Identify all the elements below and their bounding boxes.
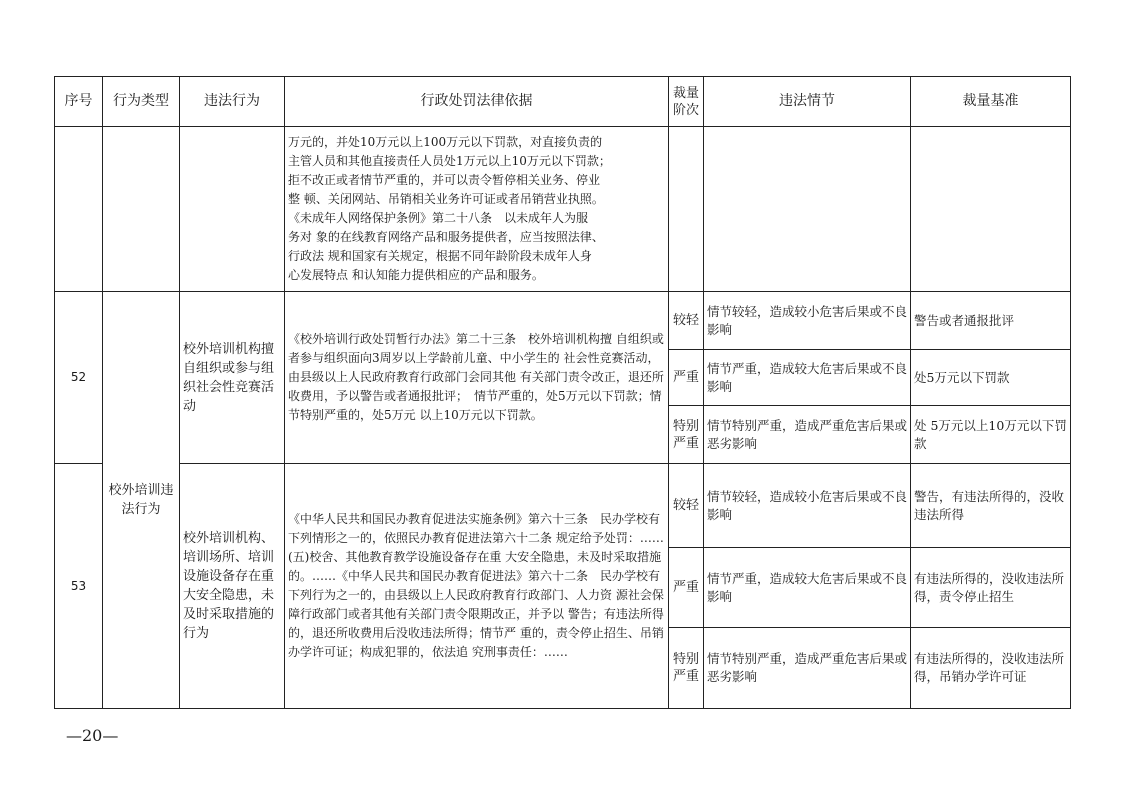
item-52-plot-1: 情节较轻，造成较小危害后果或不良影响 bbox=[704, 292, 911, 350]
continuation-basis-line: 心发展特点 和认知能力提供相应的产品和服务。 bbox=[288, 268, 544, 282]
page-number: —20— bbox=[66, 726, 119, 745]
item-53-plot-3: 情节特别严重，造成严重危害后果或恶劣影响 bbox=[704, 628, 911, 709]
continuation-basis-line: 整 顿、关闭网站、吊销相关业务许可证或者吊销营业执照。 bbox=[288, 192, 604, 206]
item-52-level-1: 较轻 bbox=[669, 292, 704, 350]
continuation-standard-cell bbox=[911, 127, 1071, 292]
item-53-level-2: 严重 bbox=[669, 548, 704, 628]
table-header-row bbox=[55, 77, 1071, 127]
item-52-plot-2: 情节严重，造成较大危害后果或不良影响 bbox=[704, 350, 911, 406]
header-standard: 裁量基准 bbox=[911, 77, 1071, 127]
item-52-level-2: 严重 bbox=[669, 350, 704, 406]
continuation-basis-line: 行政法 规和国家有关规定，根据不同年龄阶段未成年人身 bbox=[288, 249, 592, 263]
header-seq: 序号 bbox=[55, 77, 103, 127]
continuation-basis-line: 主管人员和其他直接责任人员处1万元以上10万元以下罚款； bbox=[288, 154, 611, 168]
continuation-plot-cell bbox=[704, 127, 911, 292]
item-53-basis: 《中华人民共和国民办教育促进法实施条例》第六十三条 民办学校有下列情形之一的，依照民办教育促进法第六十二条 规定给予处罚：……(五)校舍、其他教育教学设施设备存在重 大安全隐患，未及时采取措施的。……《中华人民共和国民办教育促进法》第六十二条 民办学校有 下列行为之一的，由县级以上人民政府教育行政部门、人力资 源社会保障行政部门或者其他有关部门责令限期改正，并予以 警告；有违法所得的，退还所收费用后没收违法所得；情节严 重的，责令停止招生、吊销办学许可证；构成犯罪的，依法追 究刑事责任：…… bbox=[285, 464, 669, 709]
continuation-basis-line: 万元的，并处10万元以上100万元以下罚款，对直接负责的 bbox=[288, 135, 603, 149]
item-53-act: 校外培训机构、培训场所、培训 设施设备存在重 大安全隐患，未 及时采取措施的 行为 bbox=[180, 464, 285, 709]
item-53-row-1 bbox=[55, 464, 1071, 548]
penalty-table bbox=[54, 76, 1071, 709]
item-52-plot-3: 情节特别严重，造成严重危害后果或恶劣影响 bbox=[704, 406, 911, 464]
item-52-standard-3: 处 5万元以上10万元以下罚款 bbox=[911, 406, 1071, 464]
item-52-level-3: 特别严重 bbox=[669, 406, 704, 464]
group-type: 校外培训违 法行为 bbox=[103, 292, 180, 709]
continuation-basis-line: 务对 象的在线教育网络产品和服务提供者，应当按照法律、 bbox=[288, 230, 604, 244]
item-52-standard-2: 处5万元以下罚款 bbox=[911, 350, 1071, 406]
item-52-seq: 52 bbox=[55, 292, 103, 464]
continuation-level-cell bbox=[669, 127, 704, 292]
header-act: 违法行为 bbox=[180, 77, 285, 127]
item-53-standard-2: 有违法所得的，没收违法所得，责令停止招生 bbox=[911, 548, 1071, 628]
continuation-basis bbox=[285, 127, 669, 292]
item-53-standard-1: 警告，有违法所得的，没收违法所得 bbox=[911, 464, 1071, 548]
item-52-standard-1: 警告或者通报批评 bbox=[911, 292, 1071, 350]
continuation-basis-line: 拒不改正或者情节严重的，并可以责令暂停相关业务、停业 bbox=[288, 173, 601, 187]
continuation-act-cell bbox=[180, 127, 285, 292]
header-basis: 行政处罚法律依据 bbox=[285, 77, 669, 127]
continuation-type-cell bbox=[103, 127, 180, 292]
item-53-plot-1: 情节较轻，造成较小危害后果或不良影响 bbox=[704, 464, 911, 548]
item-53-level-3: 特别严重 bbox=[669, 628, 704, 709]
item-52-row-1 bbox=[55, 292, 1071, 350]
item-53-plot-2: 情节严重，造成较大危害后果或不良影响 bbox=[704, 548, 911, 628]
continuation-seq-cell bbox=[55, 127, 103, 292]
continuation-basis-line: 《未成年人网络保护条例》第二十八条 以未成年人为服 bbox=[288, 211, 589, 225]
item-52-basis: 《校外培训行政处罚暂行办法》第二十三条 校外培训机构擅 自组织或者参与组织面向3周岁以上学龄前儿童、中小学生的 社会性竞赛活动，由县级以上人民政府教育行政部门会同其他 有关部门责令改正，退还所收费用，予以警告或者通报批评； 情节严重的，处5万元以下罚款；情节特别严重的，处5万元 以上10万元以下罚款。 bbox=[285, 292, 669, 464]
header-plot: 违法情节 bbox=[704, 77, 911, 127]
item-52-act: 校外培训机构擅 自组织或参与组 织社会性竞赛活 动 bbox=[180, 292, 285, 464]
header-level: 裁量阶次 bbox=[669, 77, 704, 127]
item-53-seq: 53 bbox=[55, 464, 103, 709]
item-53-level-1: 较轻 bbox=[669, 464, 704, 548]
header-type: 行为类型 bbox=[103, 77, 180, 127]
continuation-row bbox=[55, 127, 1071, 292]
item-53-standard-3: 有违法所得的，没收违法所得，吊销办学许可证 bbox=[911, 628, 1071, 709]
